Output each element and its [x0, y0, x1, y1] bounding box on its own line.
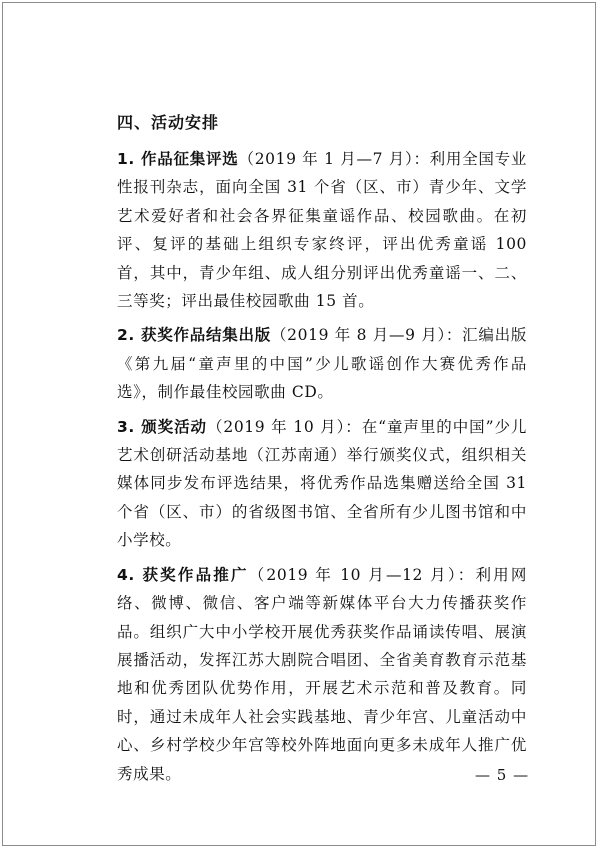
paragraph-4-body: （2019 年 10 月—12 月）：利用网络、微博、微信、客户端等新媒体平台大力传播获奖作品。组织广大中小学校开展优秀获奖作品诵读传唱、展演展播活动，发挥江苏大剧院合唱团、全省美育教育示范基地和优秀团队优势作用，开展艺术示范和普及教育。同时，通过未成年人社会实践基地、青少年宫、儿童活动中心、乡村学校少年宫等校外阵地面向更多未成年人推广优秀成果。	[117, 565, 527, 783]
paragraph-4-lead: 4. 获奖作品推广	[117, 565, 249, 584]
paragraph-3-lead: 3. 颁奖活动	[117, 417, 207, 436]
page-number: — 5 —	[475, 766, 530, 784]
section-heading: 四、活动安排	[117, 113, 220, 132]
paragraph-1	[117, 145, 527, 315]
paragraph-1-body: （2019 年 1 月—7 月）：利用全国专业性报刊杂志，面向全国 31 个省（区、市）青少年、文学艺术爱好者和社会各界征集童谣作品、校园歌曲。在初评、复评的基础上组织专家终评，评出优秀童谣 100 首，其中，青少年组、成人组分别评出优秀童谣一、二、三等奖；评出最佳校园歌曲 15 首。	[117, 150, 527, 311]
paragraph-4	[117, 561, 530, 788]
paragraph-2-lead: 2. 获奖作品结集出版	[117, 326, 271, 345]
paragraph-1-lead: 1. 作品征集评选	[117, 150, 239, 168]
document-body	[117, 113, 530, 794]
paragraph-2	[117, 321, 527, 406]
paragraph-2-body: （2019 年 8 月—9 月）：汇编出版《第九届“童声里的中国”少儿歌谣创作大赛优秀作品选》，制作最佳校园歌曲 CD。	[117, 326, 527, 402]
paragraph-3	[117, 413, 527, 555]
paragraph-3-body: （2019 年 10 月）：在“童声里的中国”少儿艺术创研活动基地（江苏南通）举行颁奖仪式，组织相关媒体同步发布评选结果，将优秀作品选集赠送给全国 31 个省（区、市）的省级图书馆、全省所有少儿图书馆和中小学校。	[117, 417, 527, 550]
